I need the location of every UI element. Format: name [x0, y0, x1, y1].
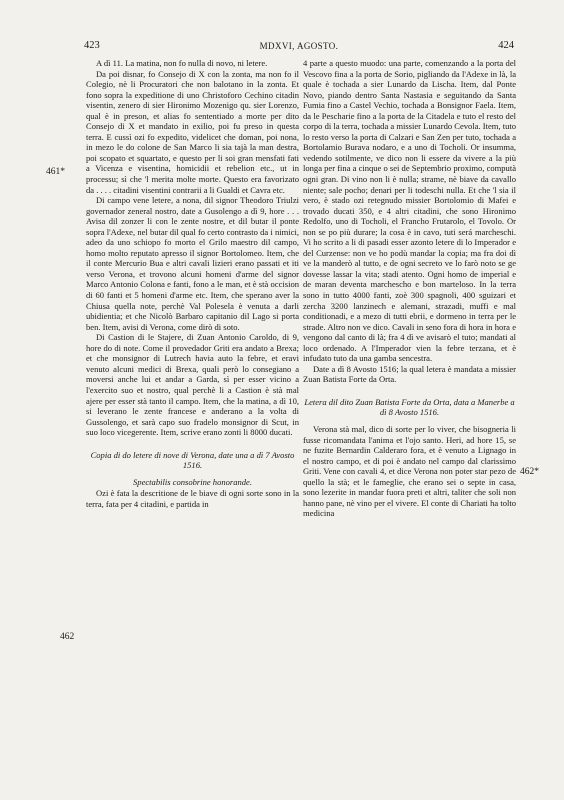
- page-number-right: 424: [498, 40, 514, 51]
- paragraph: Di campo vene letere, a nona, dil signor Theodoro Triulzi governador zeneral nostro, date a Gusolengo a dì 9, hore . . . Avisa dil zonzer li con le zente nostre, et dil butar il ponte sopra l'Adexe, nel butar dil qual fo certo contrasto da i nimici, adeo da uno schiopo fo morto el Grilo maestro dil campo, homo molto reputato apresso il signor Bortolomeo. Item, che il conte Mercurio Bua e altri cavali lizieri erano passati et iti verso Verona, et trovono alcuni homeni d'arme del signor Marco Antonio Colona e fanti, fono a le man, et è stà occision di 60 fanti et 5 homeni d'arme etc. Item, che sperano aver la Chiusa quella note, perchè Val Polesela è venuta a darli ubidientia; et che Nicolò Barbaro capitanio dil Lago si porta ben. Item, avisi di Verona, come dirò di soto.: [86, 195, 299, 332]
- page-number-left: 423: [84, 40, 100, 51]
- letter-title: Copia di do letere di nove di Verona, date una a dì 7 Avosto 1516.: [90, 449, 295, 471]
- left-column: [86, 58, 299, 509]
- paragraph: 4 parte a questo muodo: una parte, comenzando a la porta del Vescovo fina a la porta de Sorio, pigliando da l'Adexe in là, la quale è tochada a sier Lunardo da Lischa. Item, dal Ponte Novo, piando dentro Santa Nastasia e seguitando da Santa Fumia fino a Castel Vechio, tochada a Bonsignor Faela. Item, da le Pescharie fino a la porta de la Citadela e tuto el resto del corpo di la terra, tochada a missier Lunardo Cevola. Item, tuto lo resto verso la porta di Calzari e San Zen per tuto, tochada a Bortolamio Burava nodaro, e a uno di Tocholi. Or insumma, vedendo sotilmente, ve dico non li essere da vivere a la più longa per fina a cinque o sei de Septembrio proximo, computà ogni gran. Di vino non li è nulla; strame, nè biave da cavallo niente; sale pocho; denari per li todeschi nulla. Et che 'l sia il vero, è stado ozi retegnudo missier Bortolomio di Mafei e trovado ducati 350, e 4 altri citadini, che sono Hironimo Redolfo, uno di Tocholi, el Francho Frutarolo, el Tovolo. Or non se po più durare; la cosa è in cavo, tuti será marcheschi. Vi ho scrito a li di pasadi esser azonto letere di lo Imperador e del Curzense: non ve ho podù mandar la copia; ma fra doi dì ve la manderò al tutto, e de ogni secreto ve lo farò noto se ge dovesse lassar la vita; stadi atento. Ogni homo de imperial e de maran deventa marchescho e bon marteloso. In la terra sono in tutto 4000 fanti, zoè 300 spagnoli, 400 sguizari et zercha 3200 lanzinech e alemani, strazadi, muffi e mal conditionadi, e a mezo di tutti ebrii, e dormeno in terra per le strade. Altro non ve dico. Cavali in seno fora di hora in hora e vengono dal canto di là; fra 4 dì ve avisarò el tuto; mandati al loco ordenado. A l'Imperador vien la febre terzana, et è infudato tuto da una gamba sencestra.: [303, 58, 516, 364]
- running-header: [84, 40, 514, 56]
- margin-note-462-left: 462: [60, 632, 75, 642]
- right-column: [303, 58, 516, 519]
- salutation: Spectabilis consobrine honorande.: [133, 476, 252, 487]
- margin-note-462-right: 462*: [520, 467, 539, 477]
- paragraph: Di Castion di le Stajere, di Zuan Antonio Caroldo, di 9, hore do di note. Come il provedador Griti era andato a Brexa; et che monsignor di Lutrech havia auto la febre, et eravi venuto alcuni medici di Brexa, quali però lo consegiano a moversi anche lui et andar a Garda, sì per esser vicino a l'exercito suo et nostro, qual perchè li a Castion è stà mal ajere per esser stà tanto il campo. Item, che la matina, a dì 10, si leverano le zente francese e anderano a la volta di Gussolengo, et sarà capo suo fradelo monsignor di Scut, in suo loco vicegerente. Item, scrive erano zonti li 8000 ducati.: [86, 332, 299, 438]
- paragraph: A dì 11. La matina, non fo nulla di novo, ni letere.: [96, 58, 268, 68]
- running-title: MDXVI, AGOSTO.: [259, 41, 339, 51]
- margin-note-461: 461*: [46, 167, 65, 177]
- letter-title: Letera dil dito Zuan Batista Forte da Orta, data a Manerbe a dì 8 Avosto 1516.: [304, 396, 515, 418]
- paragraph: Ozi è fata la descritione de le biave di ogni sorte sono in la terra, fata per 4 citadini, e partida in: [86, 488, 299, 509]
- paragraph: Da poi disnar, fo Consejo di X con la zonta, ma non fo il Colegio, nè li Procuratori che non balotano in la zonta. Et fono sopra la expeditione di uno Christoforo Cechino citadin visentin, zenero di sier Hironimo Mozenigo qu. sier Lorenzo, qual è in preson, et alias fo sententiado a morte per dito Consejo di X et mandato in exilio, poi fu preso in questa terra. E cussì ozi fo expedito, videlicet che doman, poi nona, in mezo le do colone de San Marco li sia tajà la man destra, poi scopato et squartato, e questo per li soi gran mensfati fati a Vicenza e visentina, homicidii et rebelion etc., ut in processu; sì che 'l merita molte morte. Questo era favorizato da . . . . citadini visentini contrarii a li Gualdi et Cavra etc.: [86, 68, 299, 195]
- paragraph: Verona stà mal, dico di sorte per lo viver, che bisogneria li fusse ricomandata l'anima et l'ojo santo. Heri, ad hore 15, se ne fuzite Bernardin Calderaro fora, et è venuto a Lignago in el nostro campo, et di poi è andato nel campo dal clarissimo Griti. Vene con cavali 4, et dice Verona non poter star pezo de quello la stà; et le fameglie, che erano sei o septe in casa, sono lezerite in mandar fuora preti et altri, taliter che soli non hanno pane, nè vino per el vivere. El conte di Chariati ha tolto medicina: [303, 423, 516, 519]
- paragraph: Date a dì 8 Avosto 1516; la qual letera è mandata a missier Zuan Batista Forte da Orta.: [303, 363, 516, 385]
